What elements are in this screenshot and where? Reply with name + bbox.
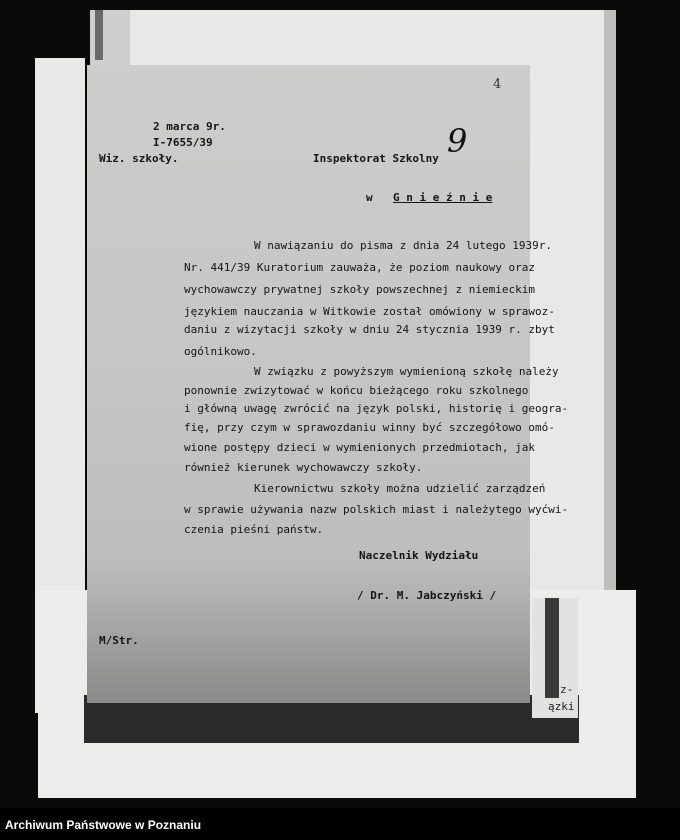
signature-name: / Dr. M. Jabczyński / [357,589,497,602]
body-line: W nawiązaniu do pisma z dnia 24 lutego 1939r. [254,239,553,252]
right-clip-shadow [545,598,559,698]
body-line: ponownie zwizytować w końcu bieżącego roku szkolnego [184,384,529,397]
body-line: fię, przy czym w sprawozdaniu winny być szczegółowo omó- [184,421,555,434]
body-line: wione postępy dzieci w wymienionych przedmiotach, jak [184,441,535,454]
archive-name: Archiwum Państwowe w Poznaniu [5,818,202,832]
top-strip-mark [95,10,103,60]
location: G n i e ź n i e [393,191,493,204]
typist-initials: M/Str. [99,634,139,647]
page-number: 4 [493,77,502,92]
distribution-note: Wiz. szkoły. [99,152,179,165]
body-line: językiem nauczania w Witkowie został omówiony w sprawoz- [184,305,555,318]
body-line: ogólnikowo. [184,345,257,358]
letter-page [87,65,569,703]
reference-number: I-7655/39 [153,136,213,149]
handwritten-number: 9 [447,122,468,160]
signature-title: Naczelnik Wydziału [359,549,479,562]
body-line: również kierunek wychowawczy szkoły. [184,461,423,474]
body-line: w sprawie używania nazw polskich miast i należytego wyćwi- [184,503,569,516]
body-line: daniu z wizytacji szkoły w dniu 24 stycznia 1939 r. zbyt [184,323,555,336]
underlying-fragment-line-1: z- [560,683,574,696]
date-line: 2 marca 9r. [153,120,226,133]
addressee: Inspektorat Szkolny [313,152,439,165]
body-line: i główną uwagę zwrócić na język polski, historię i geogra- [184,402,569,415]
body-line: Kierownictwu szkoły można udzielić zarządzeń [254,482,546,495]
body-line: W związku z powyższym wymienioną szkołę należy [254,365,559,378]
body-line: wychowawczy prywatnej szkoły powszechnej z niemieckim [184,283,535,296]
underlying-fragment-line-2: ązki [548,700,575,713]
underlying-sheet-edge [604,10,616,595]
body-line: Nr. 441/39 Kuratorium zauważa, że poziom naukowy oraz [184,261,535,274]
body-line: czenia pieśni państw. [184,523,324,536]
location-prefix: w [366,191,373,204]
